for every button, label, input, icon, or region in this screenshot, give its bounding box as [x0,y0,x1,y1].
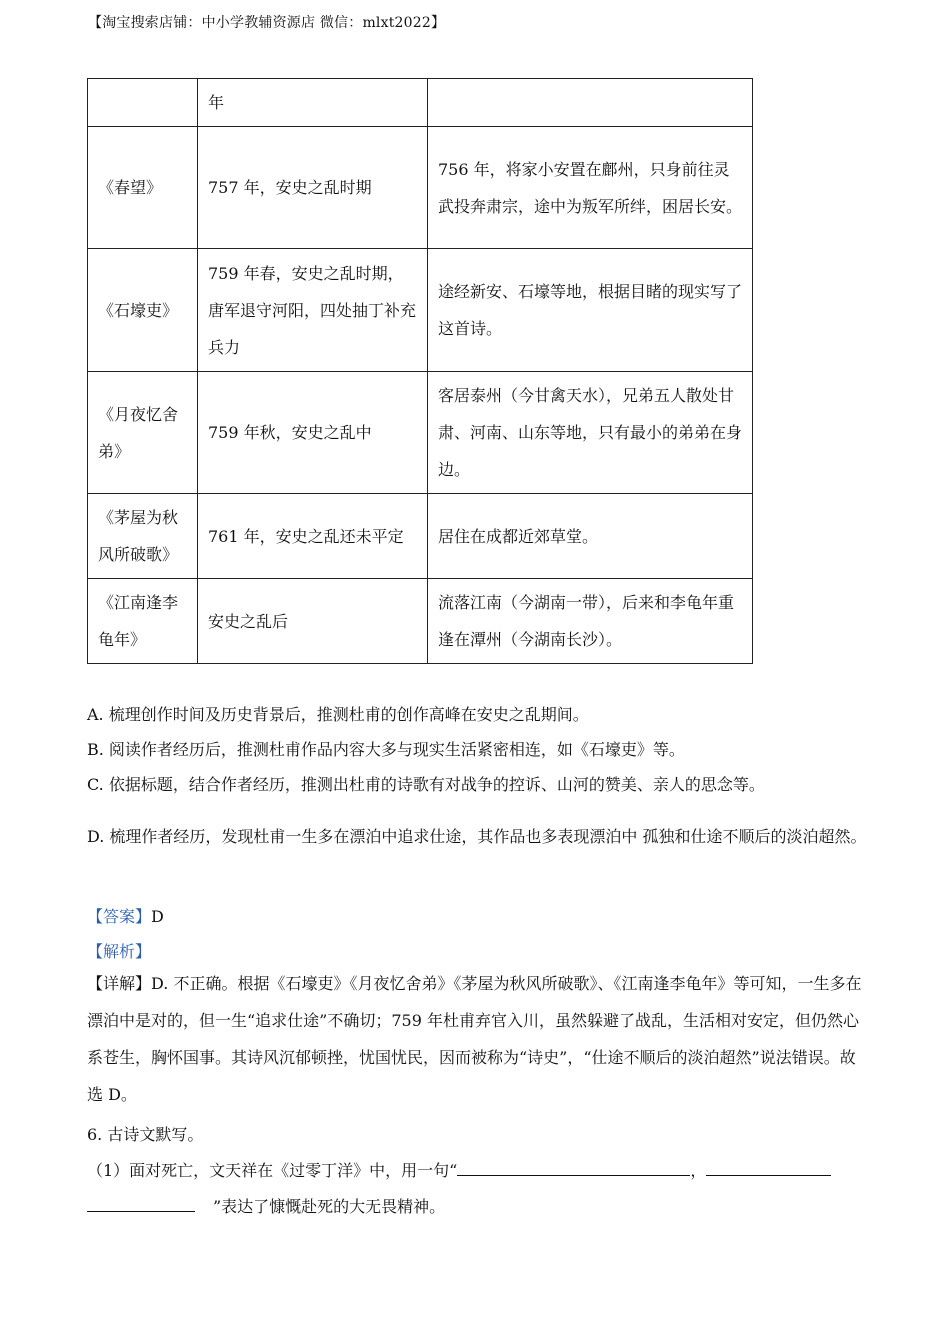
option-b: B. 阅读作者经历后，推测杜甫作品内容大多与现实生活紧密相连，如《石壕吏》等。 [87,740,685,759]
poem-time-cell: 759 年春，安史之乱时期，唐军退守河阳，四处抽丁补充兵力 [198,249,428,372]
question6-part1-line2 [87,1193,445,1217]
page-header: 【淘宝搜索店铺：中小学教辅资源店 微信：mlxt2022】 [88,15,446,31]
poem-title-cell: 《石壕吏》 [88,249,198,372]
detail-text: D. 不正确。根据《石壕吏》《月夜忆舍弟》《茅屋为秋风所破歌》、《江南逢李龟年》等可知，一生多在漂泊中是对的，但一生“追求仕途”不确切；759 年杜甫弃官入川，虽然躲避了战乱，生活相对安定，但仍然心系苍生，胸怀国事。其诗风沉郁顿挫，忧国忧民，因而被称为“诗史”，“仕途不顺后的淡泊超然”说法错误。故选 D。 [87,974,862,1104]
question6-title: 6. 古诗文默写。 [87,1125,204,1144]
detail-paragraph [87,965,867,1113]
table-row [88,494,753,579]
poem-note-cell: 756 年，将家小安置在鄜州，只身前往灵武投奔肃宗，途中为叛军所绊，困居长安。 [428,127,753,249]
poem-note-cell: 途经新安、石壕等地，根据目睹的现实写了这首诗。 [428,249,753,372]
table-row [88,579,753,664]
poem-note-cell [428,79,753,127]
question6-part1-line1 [87,1157,831,1181]
table-row [88,249,753,372]
option-c: C. 依据标题，结合作者经历，推测出杜甫的诗歌有对战争的控诉、山河的赞美、亲人的思念等。 [87,775,765,794]
table-row [88,79,753,127]
poem-note-cell: 客居泰州（今甘禽天水），兄弟五人散处甘肃、河南、山东等地，只有最小的弟弟在身边。 [428,372,753,494]
poem-title-cell: 《江南逢李龟年》 [88,579,198,664]
poem-note-cell: 居住在成都近郊草堂。 [428,494,753,579]
detail-label: 【详解】 [87,974,152,993]
answer-value: D [151,907,164,926]
poem-time-cell: 年 [198,79,428,127]
question6-part1-suffix: ”表达了慷慨赴死的大无畏精神。 [213,1197,446,1216]
poem-title-cell [88,79,198,127]
poem-table [87,78,753,664]
poem-time-cell: 761 年，安史之乱还未平定 [198,494,428,579]
answer-line [87,904,164,927]
table-row [88,127,753,249]
table-row [88,372,753,494]
answer-label: 【答案】 [87,907,152,926]
poem-title-cell: 《春望》 [88,127,198,249]
poem-time-cell: 安史之乱后 [198,579,428,664]
analysis-label: 【解析】 [87,942,152,961]
poem-title-cell: 《月夜忆舍弟》 [88,372,198,494]
question6-comma: ， [690,1161,707,1180]
poem-note-cell: 流落江南（今湖南一带），后来和李龟年重逢在潭州（今湖南长沙）。 [428,579,753,664]
poem-title-cell: 《茅屋为秋风所破歌》 [88,494,198,579]
question6-part1-prefix: （1）面对死亡，文天祥在《过零丁洋》中，用一句“ [87,1161,458,1180]
answer-blank-2-cont[interactable] [87,1193,195,1212]
option-a: A. 梳理创作时间及历史背景后，推测杜甫的创作高峰在安史之乱期间。 [87,705,589,724]
option-d: D. 梳理作者经历，发现杜甫一生多在漂泊中追求仕途，其作品也多表现漂泊中 孤独和仕途不顺后的淡泊超然。 [87,827,867,846]
poem-time-cell: 759 年秋，安史之乱中 [198,372,428,494]
answer-blank-2[interactable] [706,1157,831,1176]
answer-blank-1[interactable] [457,1157,690,1176]
poem-time-cell: 757 年，安史之乱时期 [198,127,428,249]
